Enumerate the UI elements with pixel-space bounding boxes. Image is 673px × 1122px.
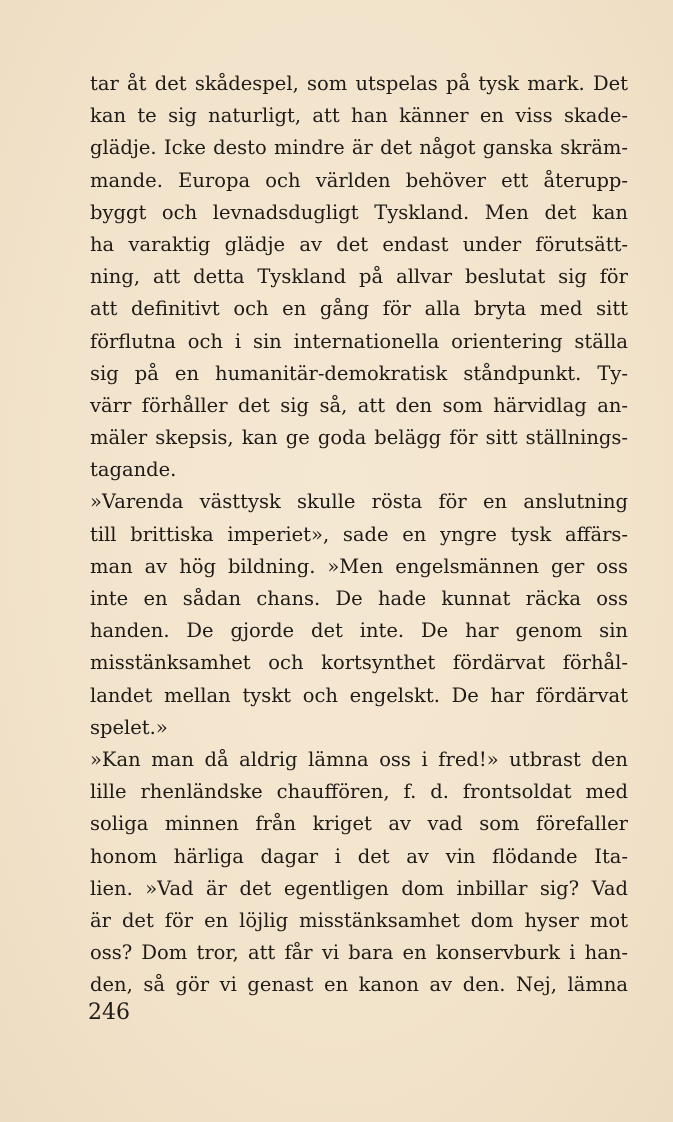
text-line: »Varenda västtysk skulle rösta för en anslutning <box>90 490 628 514</box>
text-line: spelet.» <box>90 715 168 739</box>
text-line: honom härliga dagar i det av vin flödande Ita- <box>90 844 628 868</box>
text-line: lille rhenländske chauffören, f. d. frontsoldat med <box>90 780 628 804</box>
text-line: man av hög bildning. »Men engelsmännen ger oss <box>90 554 628 578</box>
text-line: byggt och levnadsdugligt Tyskland. Men det kan <box>90 200 628 224</box>
body-text <box>90 68 628 1001</box>
text-line: mande. Europa och världen behöver ett återupp- <box>90 168 628 192</box>
text-line: misstänksamhet och kortsynthet fördärvat förhål- <box>90 651 628 675</box>
text-line: mäler skepsis, kan ge goda belägg för sitt ställnings- <box>90 426 628 450</box>
text-line: värr förhåller det sig så, att den som härvidlag an- <box>90 393 628 417</box>
text-line: är det för en löjlig misstänksamhet dom hyser mot <box>90 908 628 932</box>
text-line: oss? Dom tror, att får vi bara en konservburk i han- <box>90 941 628 965</box>
text-line: glädje. Icke desto mindre är det något ganska skräm- <box>90 136 628 160</box>
text-line: ning, att detta Tyskland på allvar beslutat sig för <box>90 265 628 289</box>
page-number: 246 <box>88 1000 130 1025</box>
text-line: »Kan man då aldrig lämna oss i fred!» utbrast den <box>90 747 628 771</box>
text-line: tagande. <box>90 458 177 482</box>
text-line: till brittiska imperiet», sade en yngre tysk affärs- <box>90 522 628 546</box>
text-line: tar åt det skådespel, som utspelas på tysk mark. Det <box>90 72 628 95</box>
text-line: den, så gör vi genast en kanon av den. Nej, lämna <box>90 973 628 997</box>
text-line: landet mellan tyskt och engelskt. De har fördärvat <box>90 683 628 707</box>
text-line: soliga minnen från kriget av vad som förefaller <box>90 812 628 836</box>
text-line: förflutna och i sin internationella orientering ställa <box>90 329 628 353</box>
text-line: att definitivt och en gång för alla bryta med sitt <box>90 297 628 321</box>
text-line: inte en sådan chans. De hade kunnat räcka oss <box>90 587 628 610</box>
text-line: ha varaktig glädje av det endast under förutsätt- <box>90 232 628 256</box>
text-line: handen. De gjorde det inte. De har genom sin <box>90 619 628 643</box>
text-line: kan te sig naturligt, att han känner en viss skade- <box>90 104 628 128</box>
text-line: sig på en humanitär-demokratisk ståndpunkt. Ty- <box>90 361 628 385</box>
text-line: lien. »Vad är det egentligen dom inbillar sig? Vad <box>90 876 628 900</box>
